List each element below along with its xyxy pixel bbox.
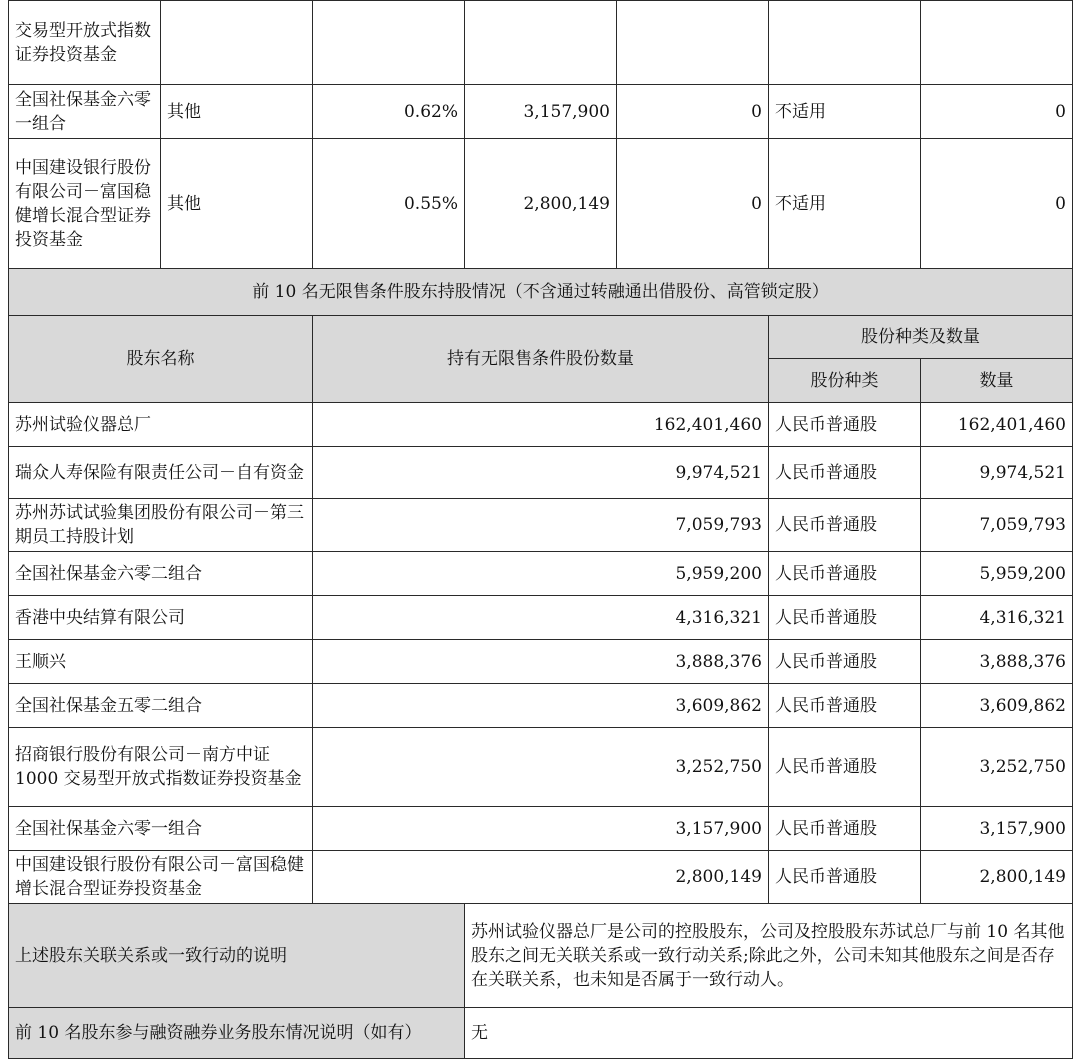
holding-ratio-cell — [313, 1, 465, 85]
margin-label: 前 10 名股东参与融资融券业务股东情况说明（如有） — [9, 1008, 465, 1059]
share-count-cell: 3,609,862 — [921, 684, 1073, 728]
share-count-cell: 9,974,521 — [921, 447, 1073, 499]
table-row — [9, 139, 1073, 269]
share-count-cell: 3,888,376 — [921, 640, 1073, 684]
holder-name-cell: 全国社保基金六零二组合 — [9, 552, 313, 596]
table-row — [9, 552, 1073, 596]
section-title-row — [9, 269, 1073, 316]
holding-ratio-cell: 0.62% — [313, 85, 465, 139]
table-row — [9, 403, 1073, 447]
holder-name-cell: 王顺兴 — [9, 640, 313, 684]
pledge-qty-cell — [921, 1, 1073, 85]
unrestricted-qty-cell: 3,157,900 — [313, 807, 769, 851]
pledge-qty-cell: 0 — [921, 85, 1073, 139]
pledge-qty-cell: 0 — [921, 139, 1073, 269]
col-header-name: 股东名称 — [9, 316, 313, 403]
restricted-shares-cell — [617, 1, 769, 85]
share-count-cell: 3,157,900 — [921, 807, 1073, 851]
shares-held-cell — [465, 1, 617, 85]
pledge-status-cell — [769, 1, 921, 85]
unrestricted-qty-cell: 162,401,460 — [313, 403, 769, 447]
share-kind-cell: 人民币普通股 — [769, 807, 921, 851]
col-header-count: 数量 — [921, 359, 1073, 403]
table-row — [9, 728, 1073, 807]
pledge-status-cell: 不适用 — [769, 85, 921, 139]
unrestricted-qty-cell: 9,974,521 — [313, 447, 769, 499]
col-header-kind-group: 股份种类及数量 — [769, 316, 1073, 359]
share-kind-cell: 人民币普通股 — [769, 403, 921, 447]
unrestricted-qty-cell: 3,252,750 — [313, 728, 769, 807]
share-kind-cell: 人民币普通股 — [769, 640, 921, 684]
share-count-cell: 5,959,200 — [921, 552, 1073, 596]
holder-name-cell: 香港中央结算有限公司 — [9, 596, 313, 640]
share-count-cell: 2,800,149 — [921, 851, 1073, 904]
holding-ratio-cell: 0.55% — [313, 139, 465, 269]
unrestricted-qty-cell: 3,609,862 — [313, 684, 769, 728]
header-row — [9, 316, 1073, 359]
pledge-status-cell: 不适用 — [769, 139, 921, 269]
col-header-kind: 股份种类 — [769, 359, 921, 403]
table-row — [9, 1, 1073, 85]
holder-name-cell: 苏州苏试试验集团股份有限公司－第三期员工持股计划 — [9, 499, 313, 552]
holder-name-cell: 全国社保基金五零二组合 — [9, 684, 313, 728]
holder-name-cell: 苏州试验仪器总厂 — [9, 403, 313, 447]
share-kind-cell: 人民币普通股 — [769, 851, 921, 904]
shareholder-table — [8, 0, 1073, 1059]
holder-name-cell: 交易型开放式指数证券投资基金 — [9, 1, 161, 85]
holder-name-cell: 招商银行股份有限公司－南方中证 1000 交易型开放式指数证券投资基金 — [9, 728, 313, 807]
table-row — [9, 807, 1073, 851]
shares-held-cell: 2,800,149 — [465, 139, 617, 269]
margin-note-row — [9, 1008, 1073, 1059]
share-kind-cell: 人民币普通股 — [769, 447, 921, 499]
table-row — [9, 851, 1073, 904]
restricted-shares-cell: 0 — [617, 139, 769, 269]
share-count-cell: 4,316,321 — [921, 596, 1073, 640]
table-row — [9, 447, 1073, 499]
unrestricted-qty-cell: 5,959,200 — [313, 552, 769, 596]
share-count-cell: 162,401,460 — [921, 403, 1073, 447]
table-row — [9, 684, 1073, 728]
table-row — [9, 499, 1073, 552]
holder-name-cell: 全国社保基金六零一组合 — [9, 85, 161, 139]
share-count-cell: 7,059,793 — [921, 499, 1073, 552]
holder-type-cell: 其他 — [161, 139, 313, 269]
share-kind-cell: 人民币普通股 — [769, 499, 921, 552]
table-row — [9, 640, 1073, 684]
share-kind-cell: 人民币普通股 — [769, 596, 921, 640]
restricted-shares-cell: 0 — [617, 85, 769, 139]
holder-name-cell: 全国社保基金六零一组合 — [9, 807, 313, 851]
relation-note-row — [9, 904, 1073, 1008]
relation-label: 上述股东关联关系或一致行动的说明 — [9, 904, 465, 1008]
unrestricted-qty-cell: 7,059,793 — [313, 499, 769, 552]
margin-text: 无 — [465, 1008, 1073, 1059]
share-kind-cell: 人民币普通股 — [769, 552, 921, 596]
share-kind-cell: 人民币普通股 — [769, 728, 921, 807]
holder-name-cell: 中国建设银行股份有限公司－富国稳健增长混合型证券投资基金 — [9, 139, 161, 269]
unrestricted-qty-cell: 3,888,376 — [313, 640, 769, 684]
section-title: 前 10 名无限售条件股东持股情况（不含通过转融通出借股份、高管锁定股） — [9, 269, 1073, 316]
col-header-qty: 持有无限售条件股份数量 — [313, 316, 769, 403]
holder-name-cell: 瑞众人寿保险有限责任公司－自有资金 — [9, 447, 313, 499]
unrestricted-qty-cell: 4,316,321 — [313, 596, 769, 640]
share-count-cell: 3,252,750 — [921, 728, 1073, 807]
share-kind-cell: 人民币普通股 — [769, 684, 921, 728]
table-row — [9, 596, 1073, 640]
shares-held-cell: 3,157,900 — [465, 85, 617, 139]
table-row — [9, 85, 1073, 139]
relation-text: 苏州试验仪器总厂是公司的控股股东，公司及控股股东苏试总厂与前 10 名其他股东之间无关联关系或一致行动关系;除此之外，公司未知其他股东之间是否存在关联关系，也未知是否属于一致行动人。 — [465, 904, 1073, 1008]
holder-type-cell: 其他 — [161, 85, 313, 139]
unrestricted-qty-cell: 2,800,149 — [313, 851, 769, 904]
holder-name-cell: 中国建设银行股份有限公司－富国稳健增长混合型证券投资基金 — [9, 851, 313, 904]
holder-type-cell — [161, 1, 313, 85]
